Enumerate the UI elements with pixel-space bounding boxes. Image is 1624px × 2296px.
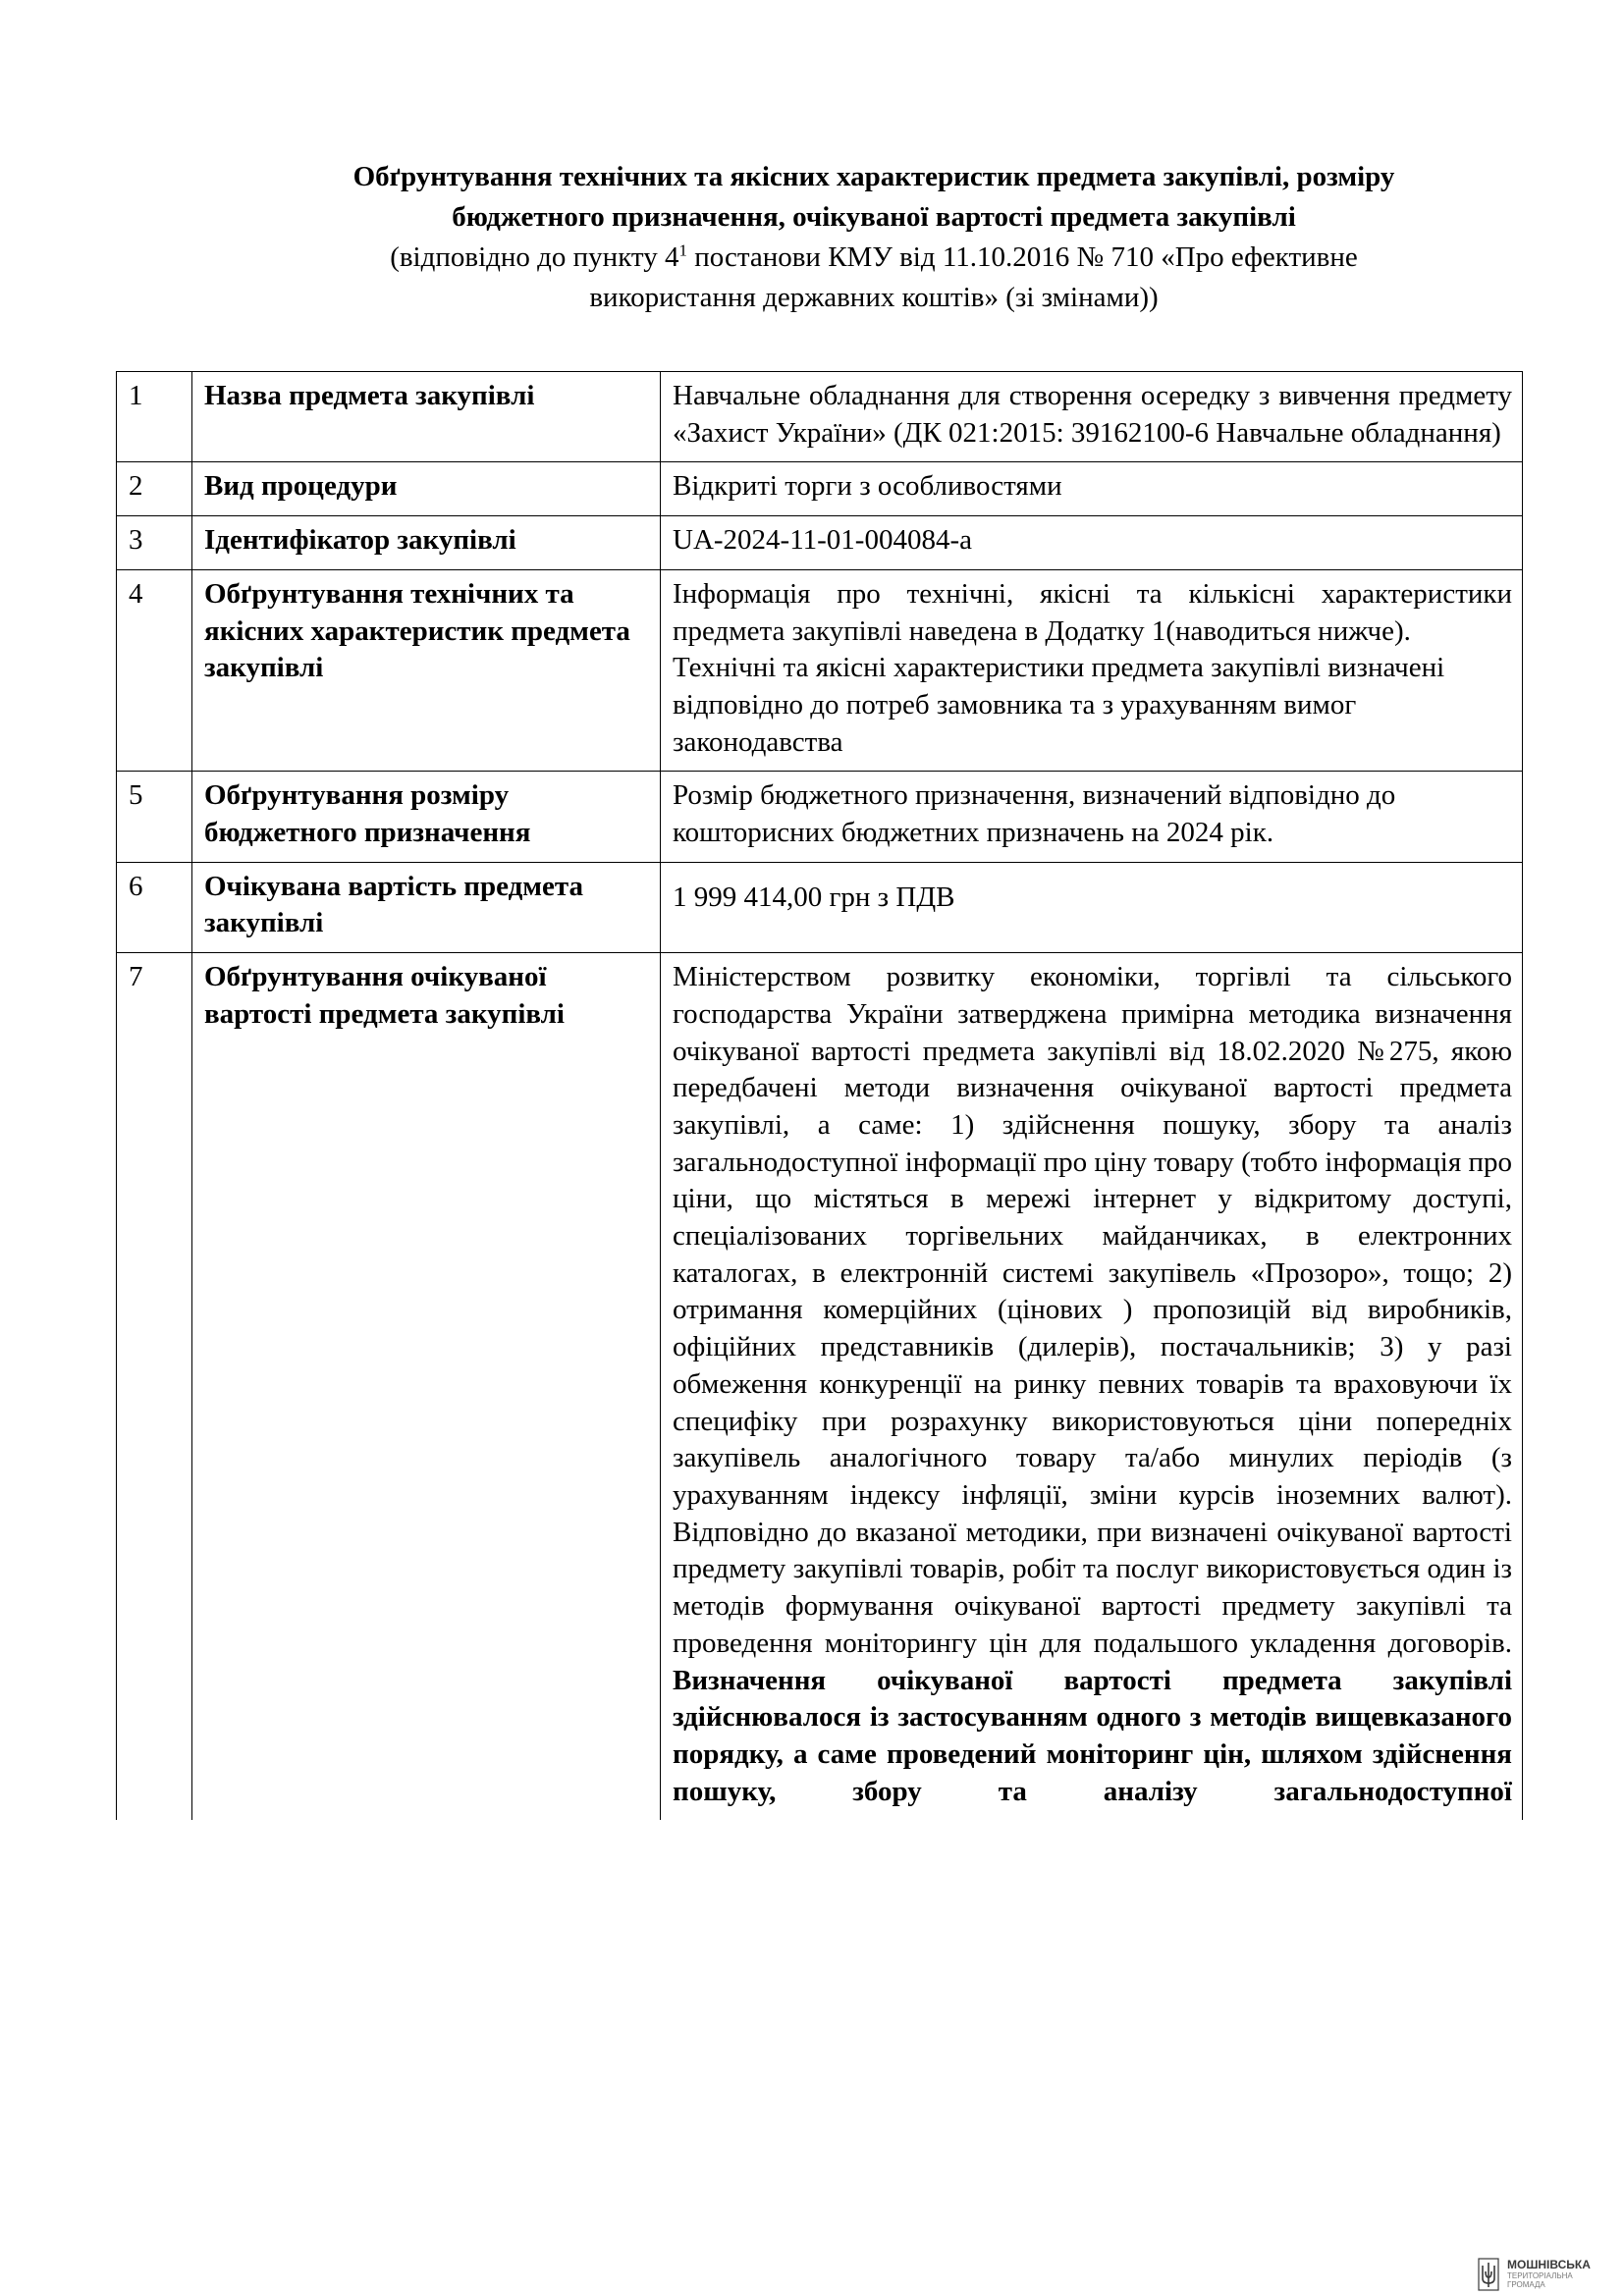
row-value bbox=[661, 516, 1523, 570]
row-number: 7 bbox=[117, 953, 192, 1821]
row-value-text bbox=[673, 959, 1512, 1810]
procurement-table bbox=[116, 371, 1523, 1820]
row-value-text: Навчальне обладнання для створення осередку з вивчення предмету «Захист України» (ДК 021:2015: 39162100-6 Навчальне обладнання) bbox=[673, 380, 1512, 449]
row-value-text: 1 999 414,00 грн з ПДВ bbox=[673, 881, 955, 913]
table-row bbox=[117, 953, 1523, 1821]
table-row bbox=[117, 569, 1523, 772]
row-number: 5 bbox=[117, 772, 192, 862]
logo-name: МОШНІВСЬКА bbox=[1507, 2258, 1591, 2271]
row-value-text: Відкриті торги з особливостями bbox=[673, 470, 1062, 503]
row-value bbox=[661, 862, 1523, 952]
row-value-text: UA-2024-11-01-004084-a bbox=[673, 524, 972, 557]
row-label: Очікувана вартість предмета закупівлі bbox=[192, 862, 661, 952]
row-value-paragraph-1: Інформація про технічні, якісні та кількісні характеристики предмета закупівлі наведена в Додатку 1(наводиться нижче). bbox=[673, 577, 1512, 647]
row-label: Ідентифікатор закупівлі bbox=[192, 516, 661, 570]
row-label: Обґрунтування розміру бюджетного призначення bbox=[192, 772, 661, 862]
row-label: Обґрунтування технічних та якісних характеристик предмета закупівлі bbox=[192, 569, 661, 772]
subtitle-superscript: 1 bbox=[678, 240, 687, 260]
table-row bbox=[117, 462, 1523, 516]
row-value bbox=[661, 569, 1523, 772]
value-regular-text: Міністерством розвитку економіки, торгівлі та сільського господарства України затверджена примірна методика визначення очікуваної вартості предмета закупівлі від 18.02.2020 №275, якою передбачені методи визначення очікуваної вартості предмета закупівлі, а саме: 1) здійснення пошуку, збору та аналіз загальнодоступної інформації про ціну товару (тобто інформація про ціни, що містяться в мережі інтернет у відкритому доступі, спеціалізованих торгівельних майданчиках, в електронних каталогах, в електронній системі закупівель «Прозоро», тощо; 2) отримання комерційних (цінових ) пропозицій від виробників, офіційних представників (дилерів), постачальників; 3) у разі обмеження конкуренції на ринку певних товарів та враховуючи їх специфіку при розрахунку використовуються ціни попередніх закупівель аналогічного товару та/або минулих періодів (з урахуванням індексу інфляції, зміни курсів іноземних валют). Відповідно до вказаної методики, при визначені очікуваної вартості предмету закупівлі товарів, робіт та послуг використовується один із методів формування очікуваної вартості предмету закупівлі та проведення моніторингу цін для подальшого укладення договорів. bbox=[673, 961, 1512, 1659]
title-line-1: Обґрунтування технічних та якісних характеристик предмета закупівлі, розміру bbox=[352, 161, 1395, 192]
row-label: Вид процедури bbox=[192, 462, 661, 516]
table-row bbox=[117, 772, 1523, 862]
row-value bbox=[661, 462, 1523, 516]
row-value-text: Розмір бюджетного призначення, визначений відповідно до кошторисних бюджетних призначень на 2024 рік. bbox=[673, 779, 1396, 849]
document-header bbox=[236, 157, 1512, 318]
row-number: 4 bbox=[117, 569, 192, 772]
subtitle-post: постанови КМУ від 11.10.2016 № 710 «Про ефективне bbox=[686, 241, 1358, 273]
row-value bbox=[661, 953, 1523, 1821]
row-value-paragraph-2: Технічні та якісні характеристики предмета закупівлі визначені відповідно до потреб замовника та з урахуванням вимог законодавства bbox=[673, 652, 1445, 758]
table-row bbox=[117, 516, 1523, 570]
row-value bbox=[661, 772, 1523, 862]
row-number: 3 bbox=[117, 516, 192, 570]
row-number: 6 bbox=[117, 862, 192, 952]
row-number: 2 bbox=[117, 462, 192, 516]
title-line-2: бюджетного призначення, очікуваної вартості предмета закупівлі bbox=[452, 201, 1296, 233]
table-row bbox=[117, 372, 1523, 462]
logo-sub-1: ТЕРИТОРІАЛЬНА bbox=[1507, 2271, 1573, 2280]
logo-sub-2: ГРОМАДА bbox=[1507, 2280, 1545, 2289]
row-number: 1 bbox=[117, 372, 192, 462]
subtitle-line-1 bbox=[236, 238, 1512, 278]
row-value bbox=[661, 372, 1523, 462]
subtitle-line-2: використання державних коштів» (зі змінами)) bbox=[589, 282, 1159, 313]
subtitle-pre: (відповідно до пункту 4 bbox=[390, 241, 679, 273]
trident-icon bbox=[1478, 2258, 1499, 2291]
table-row bbox=[117, 862, 1523, 952]
row-label: Обґрунтування очікуваної вартості предмета закупівлі bbox=[192, 953, 661, 1821]
value-bold-text: Визначення очікуваної вартості предмета закупівлі здійснювалося із застосуванням одного з методів вищевказаного порядку, а саме проведений моніторинг цін, шляхом здійснення пошуку, збору та аналізу загальнодоступної bbox=[673, 1664, 1512, 1807]
logo-text bbox=[1507, 2259, 1591, 2289]
community-logo bbox=[1478, 2258, 1615, 2291]
row-label: Назва предмета закупівлі bbox=[192, 372, 661, 462]
